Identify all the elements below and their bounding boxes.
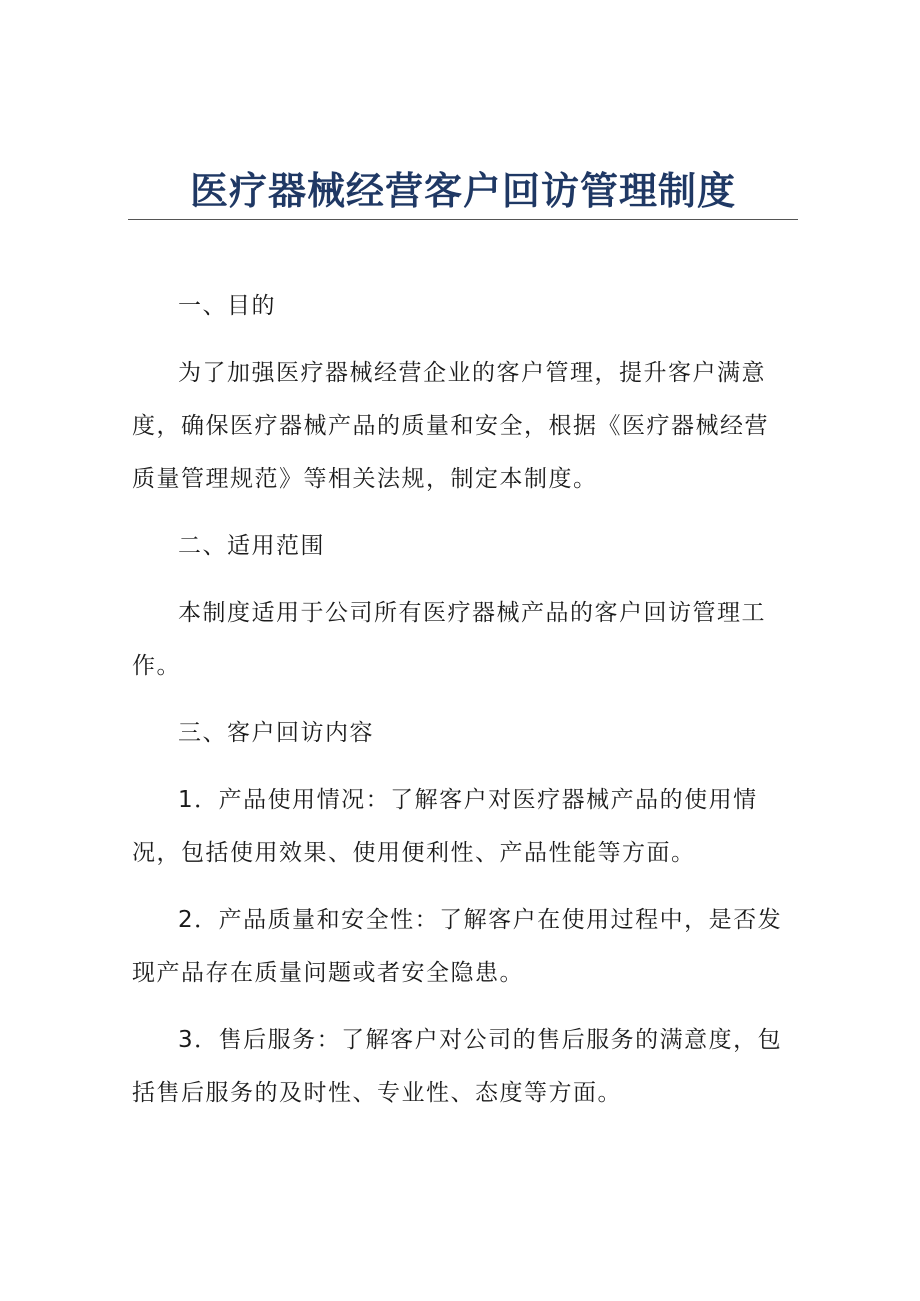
section-heading-content: 三、客户回访内容	[178, 720, 374, 746]
section-text-purpose: 为了加强医疗器械经营企业的客户管理，提升客户满意度，确保医疗器械产品的质量和安全，根据《医疗器械经营质量管理规范》等相关法规，制定本制度。	[132, 360, 769, 492]
list-item-quality-safety: 2．产品质量和安全性：了解客户在使用过程中，是否发现产品存在质量问题或者安全隐患。	[132, 907, 783, 986]
section-heading-scope: 二、适用范围	[178, 533, 325, 559]
document-title: 医疗器械经营客户回访管理制度	[189, 169, 736, 213]
list-item-product-usage: 1．产品使用情况：了解客户对医疗器械产品的使用情况，包括使用效果、使用便利性、产品性能等方面。	[132, 787, 758, 866]
title-underline	[128, 219, 798, 220]
list-item-after-sales: 3．售后服务：了解客户对公司的售后服务的满意度，包括售后服务的及时性、专业性、态度等方面。	[132, 1027, 783, 1106]
document-body	[132, 280, 787, 1134]
section-heading-purpose: 一、目的	[178, 293, 276, 319]
section-text-scope: 本制度适用于公司所有医疗器械产品的客户回访管理工作。	[132, 600, 766, 679]
